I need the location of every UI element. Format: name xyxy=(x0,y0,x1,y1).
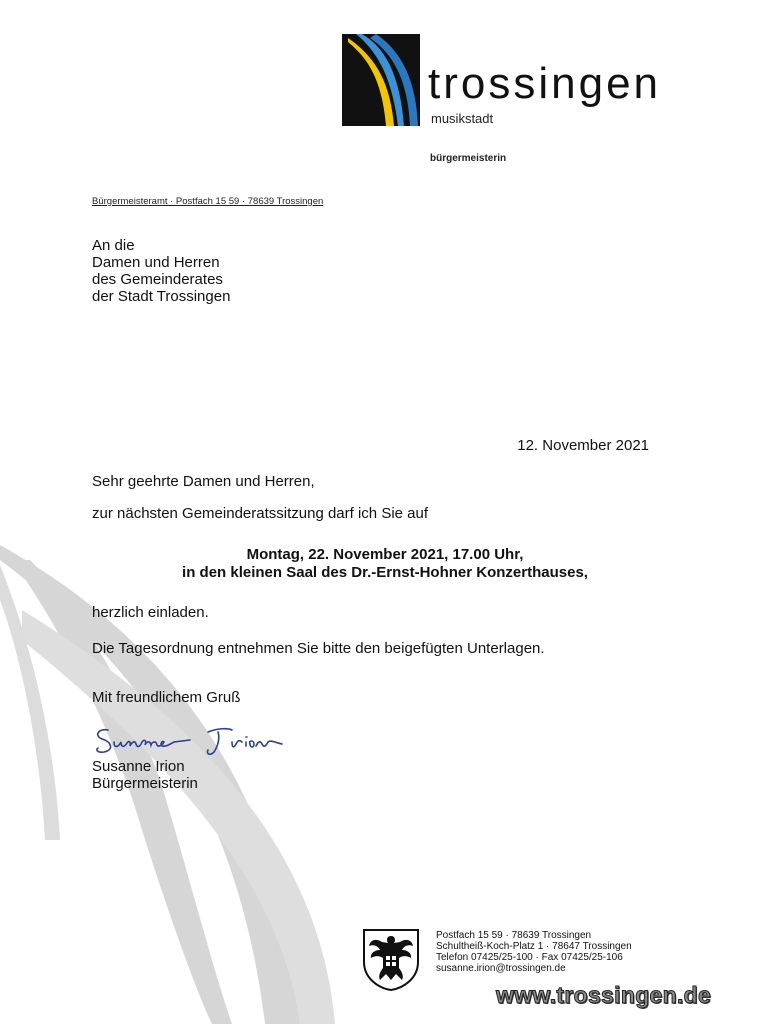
invite-paragraph: herzlich einladen. xyxy=(92,604,209,621)
salutation: Sehr geehrte Damen und Herren, xyxy=(92,473,315,490)
intro-paragraph: zur nächsten Gemeinderatssitzung darf ich Sie auf xyxy=(92,505,429,522)
recipient-line: des Gemeinderates xyxy=(92,271,223,288)
office-label: bürgermeisterin xyxy=(430,153,507,164)
logo-wordmark: trossingen xyxy=(428,59,662,108)
footer-line: susanne.irion@trossingen.de xyxy=(436,963,566,974)
website-link[interactable]: www.trossingen.de xyxy=(496,982,712,1008)
signer-name: Susanne Irion xyxy=(92,758,185,775)
signer-block xyxy=(92,758,198,792)
recipient-line: An die xyxy=(92,237,135,254)
handwritten-signature xyxy=(90,720,290,762)
event-details xyxy=(92,546,678,582)
footer-line: Telefon 07425/25-100 · Fax 07425/25-106 xyxy=(436,952,623,963)
recipient-block xyxy=(92,237,230,305)
event-date-line: Montag, 22. November 2021, 17.00 Uhr, xyxy=(246,546,524,563)
footer-line: Schultheiß-Koch-Platz 1 · 78647 Trossingen xyxy=(436,941,632,952)
letter-date: 12. November 2021 xyxy=(517,437,649,454)
recipient-line: Damen und Herren xyxy=(92,254,220,271)
closing: Mit freundlichem Gruß xyxy=(92,689,241,706)
agenda-paragraph: Die Tagesordnung entnehmen Sie bitte den beigefügten Unterlagen. xyxy=(92,640,545,657)
footer-line: Postfach 15 59 · 78639 Trossingen xyxy=(436,930,592,941)
signer-title: Bürgermeisterin xyxy=(92,775,198,792)
logo-subline: musikstadt xyxy=(431,111,494,126)
coat-of-arms-icon xyxy=(360,928,422,992)
footer-contact xyxy=(436,930,632,974)
recipient-line: der Stadt Trossingen xyxy=(92,288,231,305)
city-logo-icon xyxy=(342,34,420,126)
event-location-line: in den kleinen Saal des Dr.-Ernst-Hohner Konzerthauses, xyxy=(182,564,588,581)
return-address: Bürgermeisteramt · Postfach 15 59 · 78639 Trossingen xyxy=(92,196,324,207)
